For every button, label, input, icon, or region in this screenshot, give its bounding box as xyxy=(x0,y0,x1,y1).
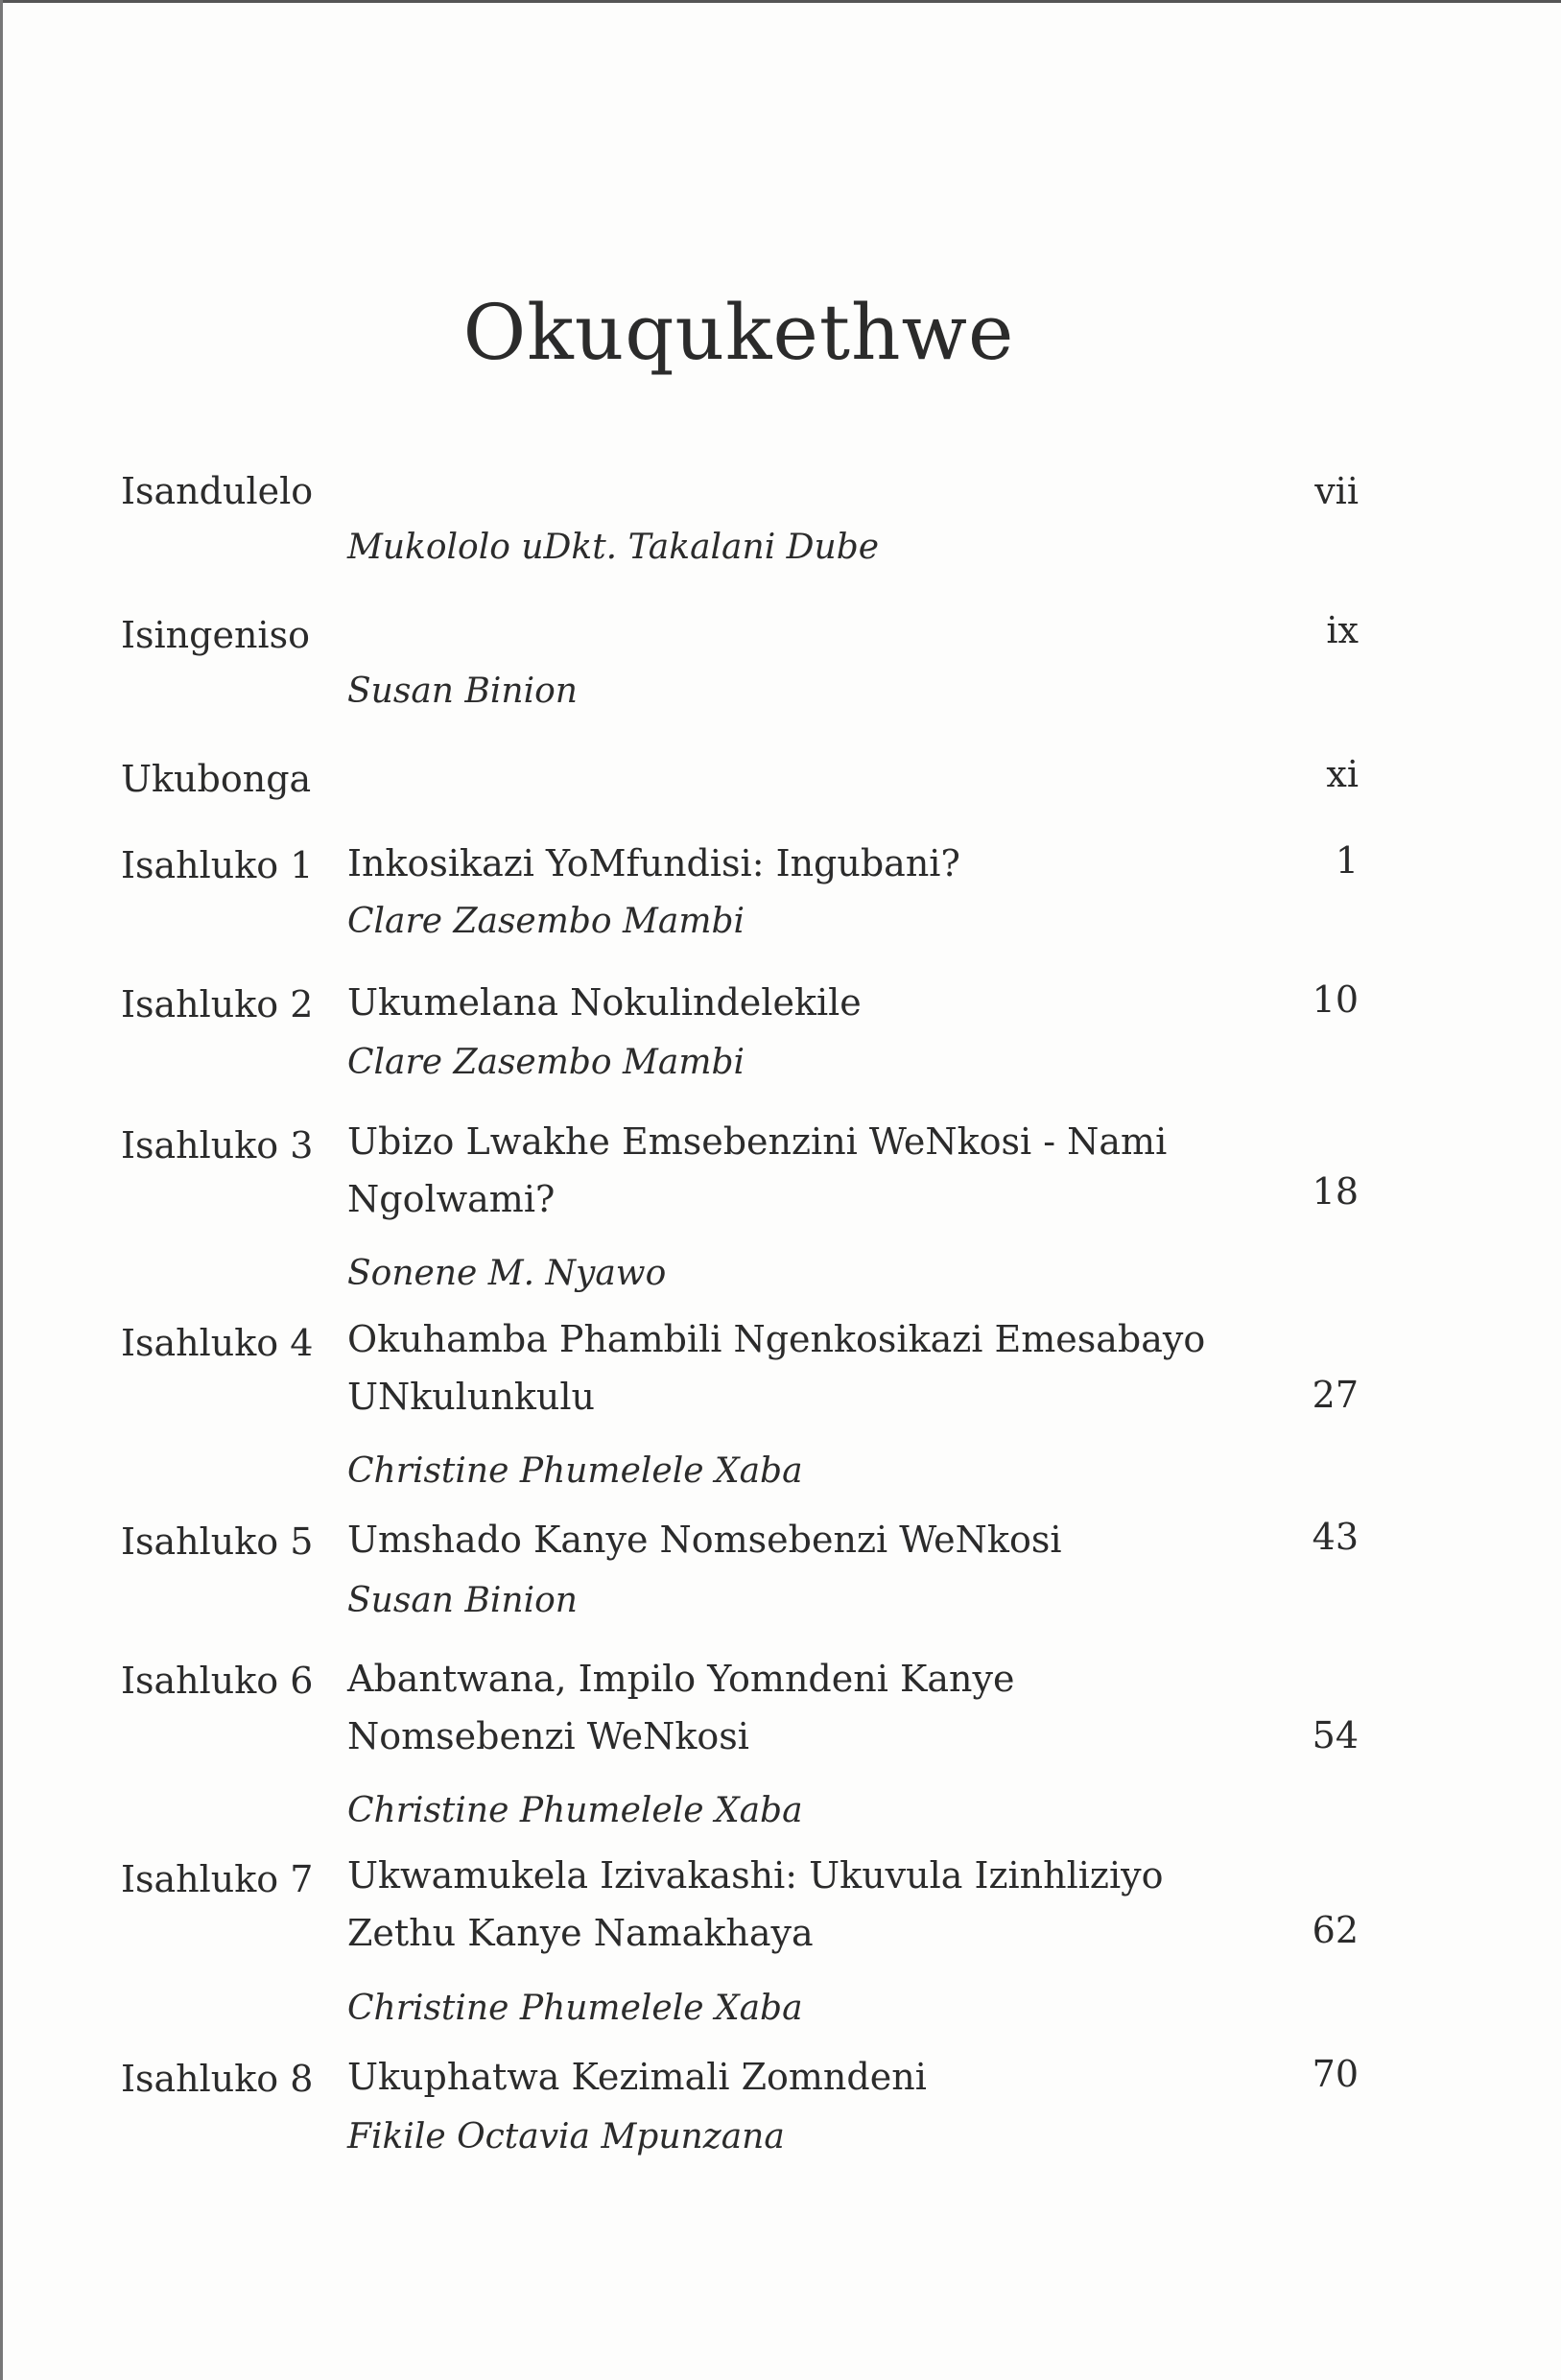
entry-label: Isahluko 7 xyxy=(121,1858,314,1900)
entry-chapter-title: Umshado Kanye Nomsebenzi WeNkosi xyxy=(347,1519,1062,1561)
entry-author: Clare Zasembo Mambi xyxy=(347,902,745,941)
entry-page-number: 62 xyxy=(1312,1909,1359,1951)
entry-author: Clare Zasembo Mambi xyxy=(347,1043,745,1082)
entry-author: Christine Phumelele Xaba xyxy=(347,1989,803,2028)
entry-chapter-title: Inkosikazi YoMfundisi: Ingubani? xyxy=(347,842,960,884)
entry-chapter-title: Ukumelana Nokulindelekile xyxy=(347,981,862,1024)
entry-label: Isahluko 8 xyxy=(121,2058,314,2100)
entry-page-number: 43 xyxy=(1312,1516,1359,1558)
scan-edge-top xyxy=(0,0,1561,3)
entry-page-number: 18 xyxy=(1312,1170,1359,1213)
entry-author: Susan Binion xyxy=(347,672,578,711)
entry-page-number: 70 xyxy=(1312,2053,1359,2095)
entry-label: Isahluko 1 xyxy=(121,844,314,886)
entry-label: Isahluko 2 xyxy=(121,983,314,1025)
entry-label: Isahluko 6 xyxy=(121,1660,314,1702)
entry-author: Susan Binion xyxy=(347,1581,578,1620)
entry-label: Isingeniso xyxy=(121,614,310,656)
entry-page-number: xi xyxy=(1326,753,1359,795)
entry-chapter-title: Ubizo Lwakhe Emsebenzini WeNkosi - Nami Ngolwami? xyxy=(347,1120,1168,1220)
entry-author: Christine Phumelele Xaba xyxy=(347,1451,803,1491)
entry-author: Fikile Octavia Mpunzana xyxy=(347,2117,785,2156)
entry-chapter-title: Ukwamukela Izivakashi: Ukuvula Izinhliziyo Zethu Kanye Namakhaya xyxy=(347,1854,1164,1954)
entry-author: Mukololo uDkt. Takalani Dube xyxy=(347,528,880,567)
entry-author: Sonene M. Nyawo xyxy=(347,1254,667,1293)
entry-label: Isahluko 5 xyxy=(121,1520,314,1563)
entry-label: Ukubonga xyxy=(121,758,312,800)
entry-label: Isahluko 4 xyxy=(121,1322,314,1364)
entry-chapter-title: Ukuphatwa Kezimali Zomndeni xyxy=(347,2056,927,2098)
entry-page-number: 1 xyxy=(1335,839,1359,882)
page-title: Okuqukethwe xyxy=(462,288,1015,377)
entry-page-number: 54 xyxy=(1312,1714,1359,1756)
entry-label: Isahluko 3 xyxy=(121,1124,314,1166)
entry-chapter-title: Abantwana, Impilo Yomndeni Kanye Nomsebenzi WeNkosi xyxy=(347,1658,1015,1757)
entry-page-number: vii xyxy=(1314,470,1359,512)
entry-page-number: 27 xyxy=(1312,1374,1359,1416)
entry-page-number: ix xyxy=(1326,609,1359,651)
entry-page-number: 10 xyxy=(1312,978,1359,1021)
entry-chapter-title: Okuhamba Phambili Ngenkosikazi Emesabayo UNkulunkulu xyxy=(347,1318,1206,1418)
entry-label: Isandulelo xyxy=(121,470,314,512)
entry-author: Christine Phumelele Xaba xyxy=(347,1791,803,1830)
